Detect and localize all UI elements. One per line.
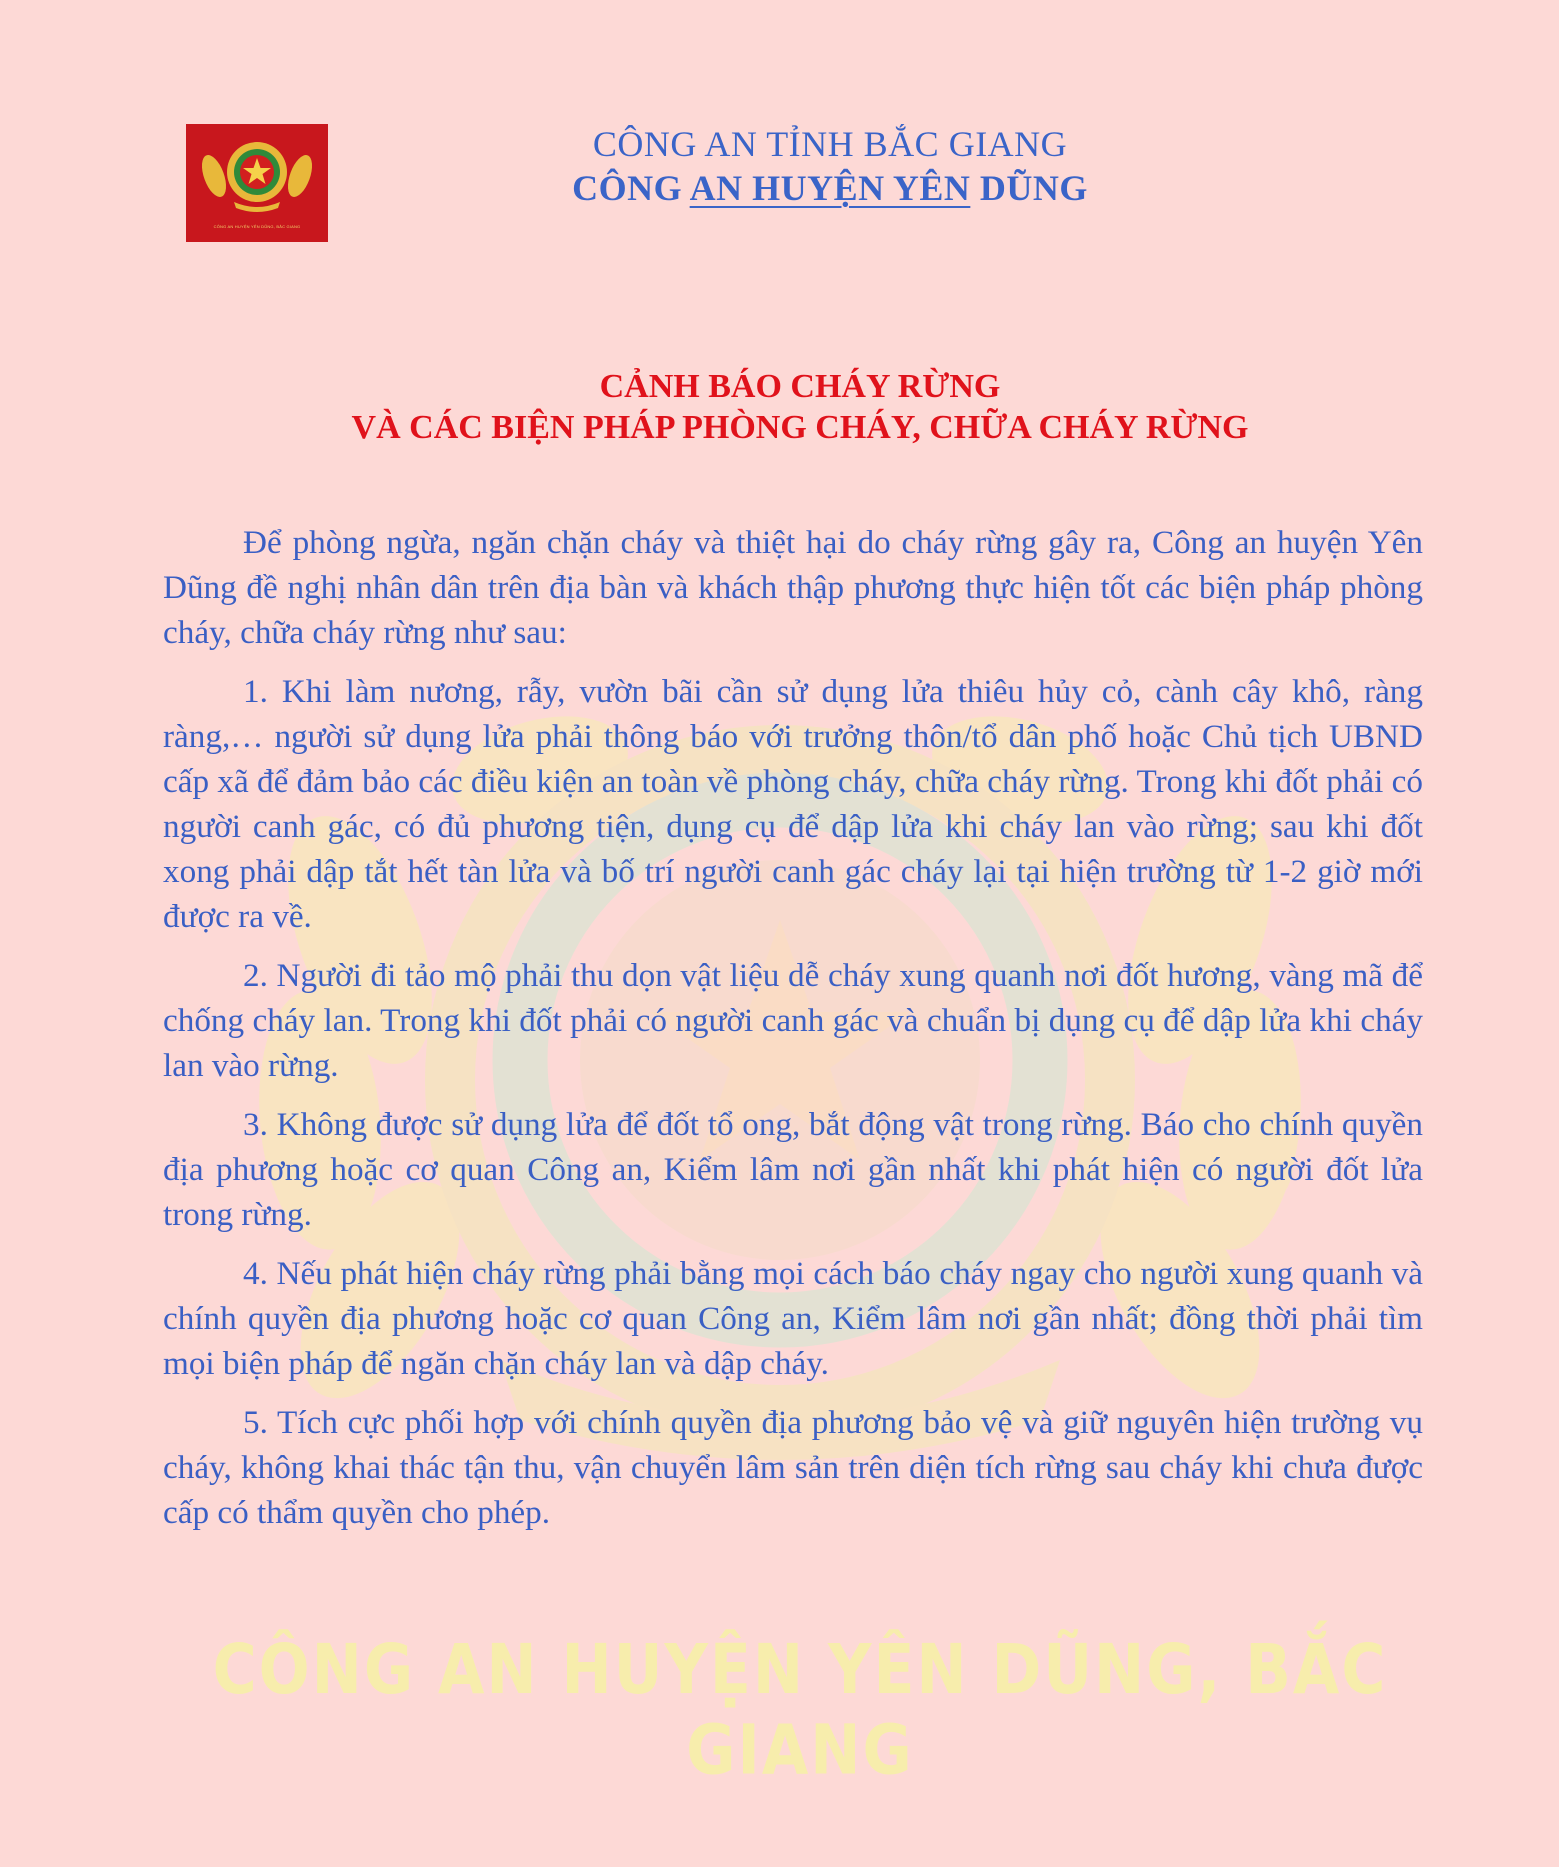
logo-caption: CÔNG AN HUYỆN YÊN DŨNG, BẮC GIANG [213, 224, 301, 229]
measure-paragraph-2: 2. Người đi tảo mộ phải thu dọn vật liệu dễ cháy xung quanh nơi đốt hương, vàng mã để chống cháy lan. Trong khi đốt phải có người canh gác và chuẩn bị dụng cụ để dập lửa khi cháy lan vào rừng. [163, 957, 1423, 1084]
title-line-2: VÀ CÁC BIỆN PHÁP PHÒNG CHÁY, CHỮA CHÁY RỪNG [351, 409, 1249, 446]
parent-agency-name: CÔNG AN TỈNH BẮC GIANG [592, 124, 1068, 164]
agency-name-underlined: AN HUYỆN YÊN [689, 168, 971, 208]
measure-paragraph-1: 1. Khi làm nương, rẫy, vườn bãi cần sử dụng lửa thiêu hủy cỏ, cành cây khô, ràng ràng,… người sử dụng lửa phải thông báo với trưởng thôn/tổ dân phố hoặc Chủ tịch UBND cấp xã để đảm bảo các điều kiện an toàn về phòng cháy, chữa cháy rừng. Trong khi đốt phải có người canh gác, có đủ phương tiện, dụng cụ để dập lửa khi cháy lan vào rừng; sau khi đốt xong phải dập tắt hết tàn lửa và bố trí người canh gác cháy lại tại hiện trường từ 1-2 giờ mới được ra về. [163, 673, 1423, 935]
agency-name [440, 166, 1220, 210]
measure-paragraph-4: 4. Nếu phát hiện cháy rừng phải bằng mọi cách báo cháy ngay cho người xung quanh và chính quyền địa phương hoặc cơ quan Công an, Kiểm lâm nơi gần nhất; đồng thời phải tìm mọi biện pháp để ngăn chặn cháy lan và dập cháy. [163, 1255, 1423, 1382]
agency-name-suffix: DŨNG [970, 168, 1088, 208]
police-logo [186, 124, 328, 242]
document-header [440, 122, 1220, 210]
measure-paragraph-3: 3. Không được sử dụng lửa để đốt tổ ong, bắt động vật trong rừng. Báo cho chính quyền địa phương hoặc cơ quan Công an, Kiểm lâm nơi gần nhất khi phát hiện có người đốt lửa trong rừng. [163, 1106, 1423, 1233]
agency-name-prefix: CÔNG [572, 168, 690, 208]
title-line-1: CẢNH BÁO CHÁY RỪNG [599, 368, 1001, 405]
measure-paragraph-5: 5. Tích cực phối hợp với chính quyền địa phương bảo vệ và giữ nguyên hiện trường vụ cháy, không khai thác tận thu, vận chuyển lâm sản trên diện tích rừng sau cháy khi chưa được cấp có thẩm quyền cho phép. [163, 1404, 1423, 1531]
document-title [200, 366, 1400, 448]
intro-paragraph: Để phòng ngừa, ngăn chặn cháy và thiệt hại do cháy rừng gây ra, Công an huyện Yên Dũng đề nghị nhân dân trên địa bàn và khách thập phương thực hiện tốt các biện pháp phòng cháy, chữa cháy rừng như sau: [163, 524, 1423, 651]
document-body [163, 520, 1423, 1549]
footer-watermark-text: CÔNG AN HUYỆN YÊN DŨNG, BẮC GIANG [212, 1629, 1388, 1791]
